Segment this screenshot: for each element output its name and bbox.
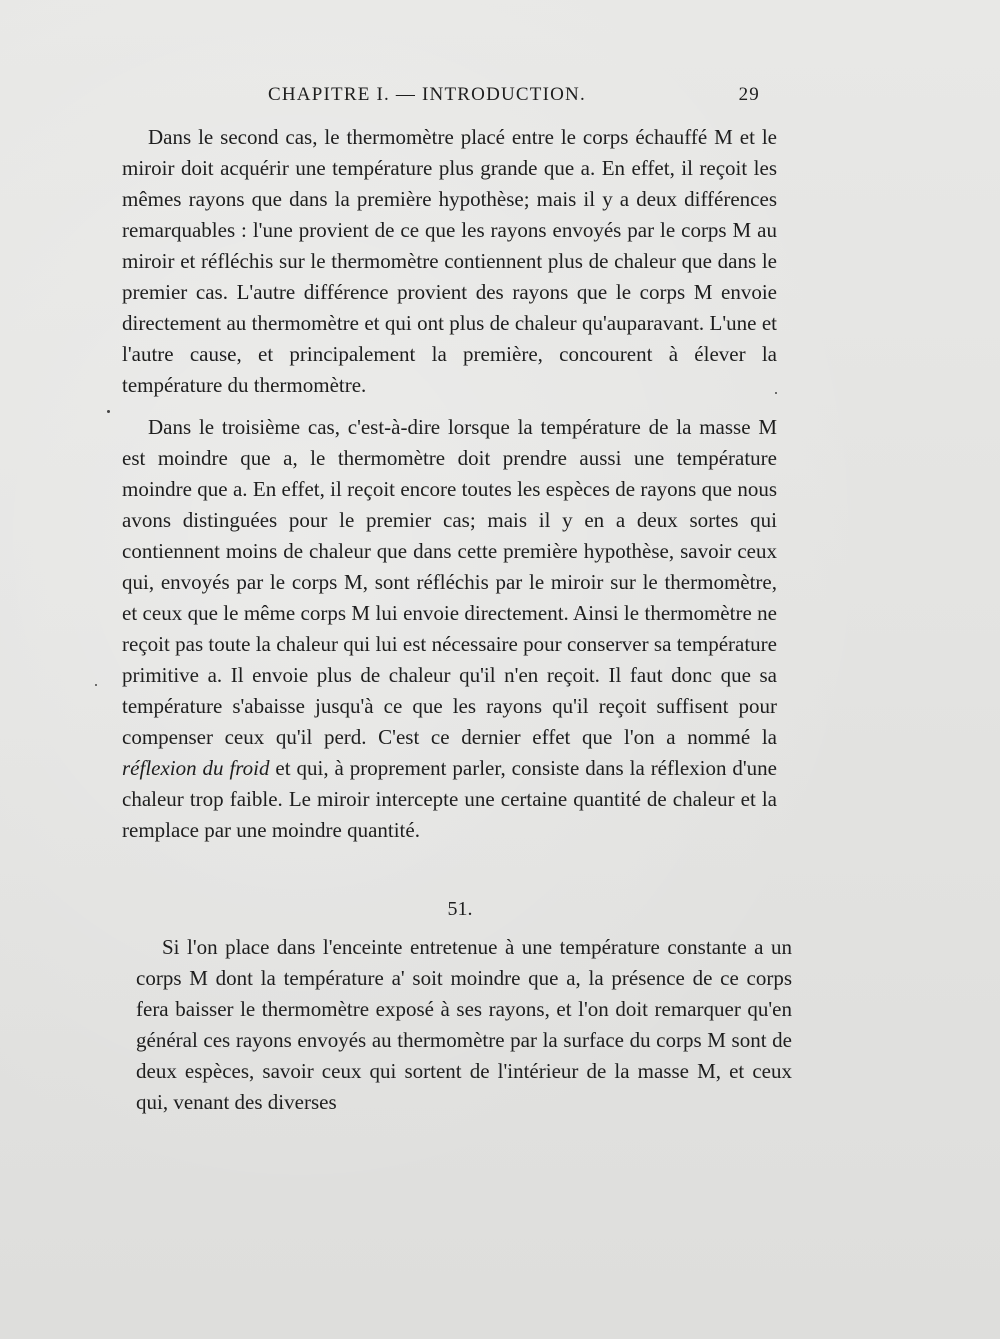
- paragraph-third-case-end: et qui, à proprement parler, consiste dans la réflexion d'une chaleur trop faible. Le miroir intercepte une certaine quantité de chaleur et la remplace par une moindre quantité.: [122, 756, 778, 842]
- paragraph-section-51: Si l'on place dans l'enceinte entretenue à une température constante a un corps M dont la température a' soit moindre que a, la présence de ce corps fera baisser le thermomètre exposé à ses rayons, et l'on doit remarquer qu'en général ces rayons envoyés au thermomètre par la surface du corps M sont de deux espèces, savoir ceux qui sortent de l'intérieur de la masse M, et ceux qui, venant des diverses: [136, 935, 792, 1114]
- section-text: [136, 932, 792, 1118]
- paragraph-second-case: Dans le second cas, le thermomètre placé entre le corps échauffé M et le miroir doit acquérir une température plus grande que a. En effet, il reçoit les mêmes rayons que dans la première hypothèse; mais il y a deux différences remarquables : l'une provient de ce que les rayons envoyés par le corps M au miroir et réfléchis sur le thermomètre contiennent plus de chaleur que dans le premier cas. L'autre différence provient des rayons que le corps M envoie directement au thermomètre et qui ont plus de chaleur qu'auparavant. L'une et l'autre cause, et principalement la première, concourent à élever la température du thermomètre.: [122, 125, 777, 397]
- page-header: [268, 84, 768, 114]
- page-number: 29: [738, 84, 760, 105]
- paragraph-third-case-text: Dans le troisième cas, c'est-à-dire lorsque la température de la masse M est moindre que a, le thermomètre doit prendre aussi une température moindre que a. En effet, il reçoit encore toutes les espèces de rayons que nous avons distinguées pour le premier cas; mais il y en a deux sortes qui contiennent moins de chaleur que dans cette première hypothèse, savoir ceux qui, envoyés par le corps M, sont réfléchis par le miroir sur le thermomètre, et ceux que le même corps M lui envoie directement. Ainsi le thermomètre ne reçoit pas toute la chaleur qui lui est nécessaire pour conserver sa température primitive a. Il envoie plus de chaleur qu'il n'en reçoit. Il faut donc que sa température s'abaisse jusqu'à ce que les rayons qu'il reçoit suffisent pour compenser ceux qu'il perd. C'est ce dernier effet que l'on a nommé la: [122, 415, 777, 749]
- ink-speck: [775, 392, 777, 394]
- paragraph-third-case: [122, 412, 777, 846]
- ink-speck: [95, 684, 97, 686]
- main-text: [122, 122, 777, 846]
- italic-term: réflexion du froid: [122, 756, 270, 780]
- ink-speck: [107, 410, 110, 413]
- running-title: CHAPITRE I. — INTRODUCTION.: [268, 84, 586, 105]
- section-number: 51.: [447, 898, 473, 920]
